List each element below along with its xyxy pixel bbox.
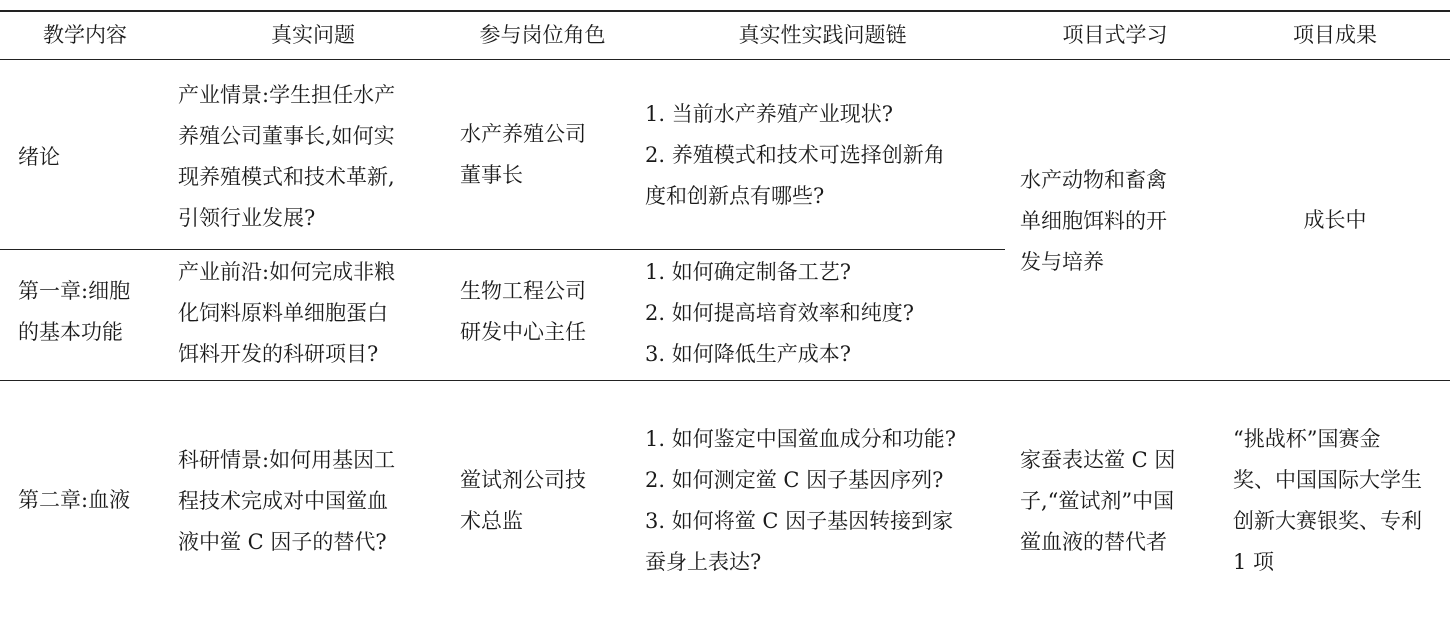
row1-content: 绪论 — [18, 145, 60, 169]
row3-project-result: “挑战杯”国赛金 奖、中国国际大学生 创新大赛银奖、专利 1 项 — [1233, 427, 1422, 574]
row3-problem: 科研情景:如何用基因工 程技术完成对中国鲎血 液中鲎 C 因子的替代? — [178, 448, 396, 554]
row1-role: 水产养殖公司 董事长 — [460, 122, 586, 187]
merged-project-learning-1: 水产动物和畜禽 单细胞饵料的开 发与培养 — [1020, 168, 1167, 274]
header-problem-chain: 真实性实践问题链 — [738, 23, 907, 47]
row2-problem: 产业前沿:如何完成非粮 化饲料原料单细胞蛋白 饵料开发的科研项目? — [178, 260, 396, 366]
header-real-problem: 真实问题 — [271, 23, 355, 47]
header-role: 参与岗位角色 — [479, 23, 606, 47]
section-divider — [0, 380, 1450, 381]
row-divider — [0, 249, 1005, 250]
row3-chain: 1. 如何鉴定中国鲎血成分和功能? 2. 如何测定鲎 C 因子基因序列? 3. 如何将鲎 C 因子基因转接到家 蚕身上表达? — [645, 427, 956, 574]
header-project-learning: 项目式学习 — [1062, 23, 1168, 47]
header-project-result: 项目成果 — [1293, 23, 1377, 47]
row1-chain: 1. 当前水产养殖产业现状? 2. 养殖模式和技术可选择创新角 度和创新点有哪些? — [645, 102, 945, 208]
header-teaching-content: 教学内容 — [43, 23, 127, 47]
row2-content: 第一章:细胞 的基本功能 — [18, 279, 131, 344]
row3-role: 鲎试剂公司技 术总监 — [460, 468, 586, 533]
row2-role: 生物工程公司 研发中心主任 — [460, 279, 586, 344]
table-top-rule — [0, 10, 1450, 12]
row3-content: 第二章:血液 — [18, 488, 131, 512]
row2-chain: 1. 如何确定制备工艺? 2. 如何提高培育效率和纯度? 3. 如何降低生产成本? — [645, 260, 914, 366]
table-header-rule — [0, 59, 1450, 60]
row1-problem: 产业情景:学生担任水产 养殖公司董事长,如何实 现养殖模式和技术革新, 引领行业发展? — [178, 83, 396, 230]
row3-project-learning: 家蚕表达鲎 C 因 子,“鲎试剂”中国 鲎血液的替代者 — [1020, 448, 1176, 554]
merged-project-result-1: 成长中 — [1303, 208, 1367, 232]
